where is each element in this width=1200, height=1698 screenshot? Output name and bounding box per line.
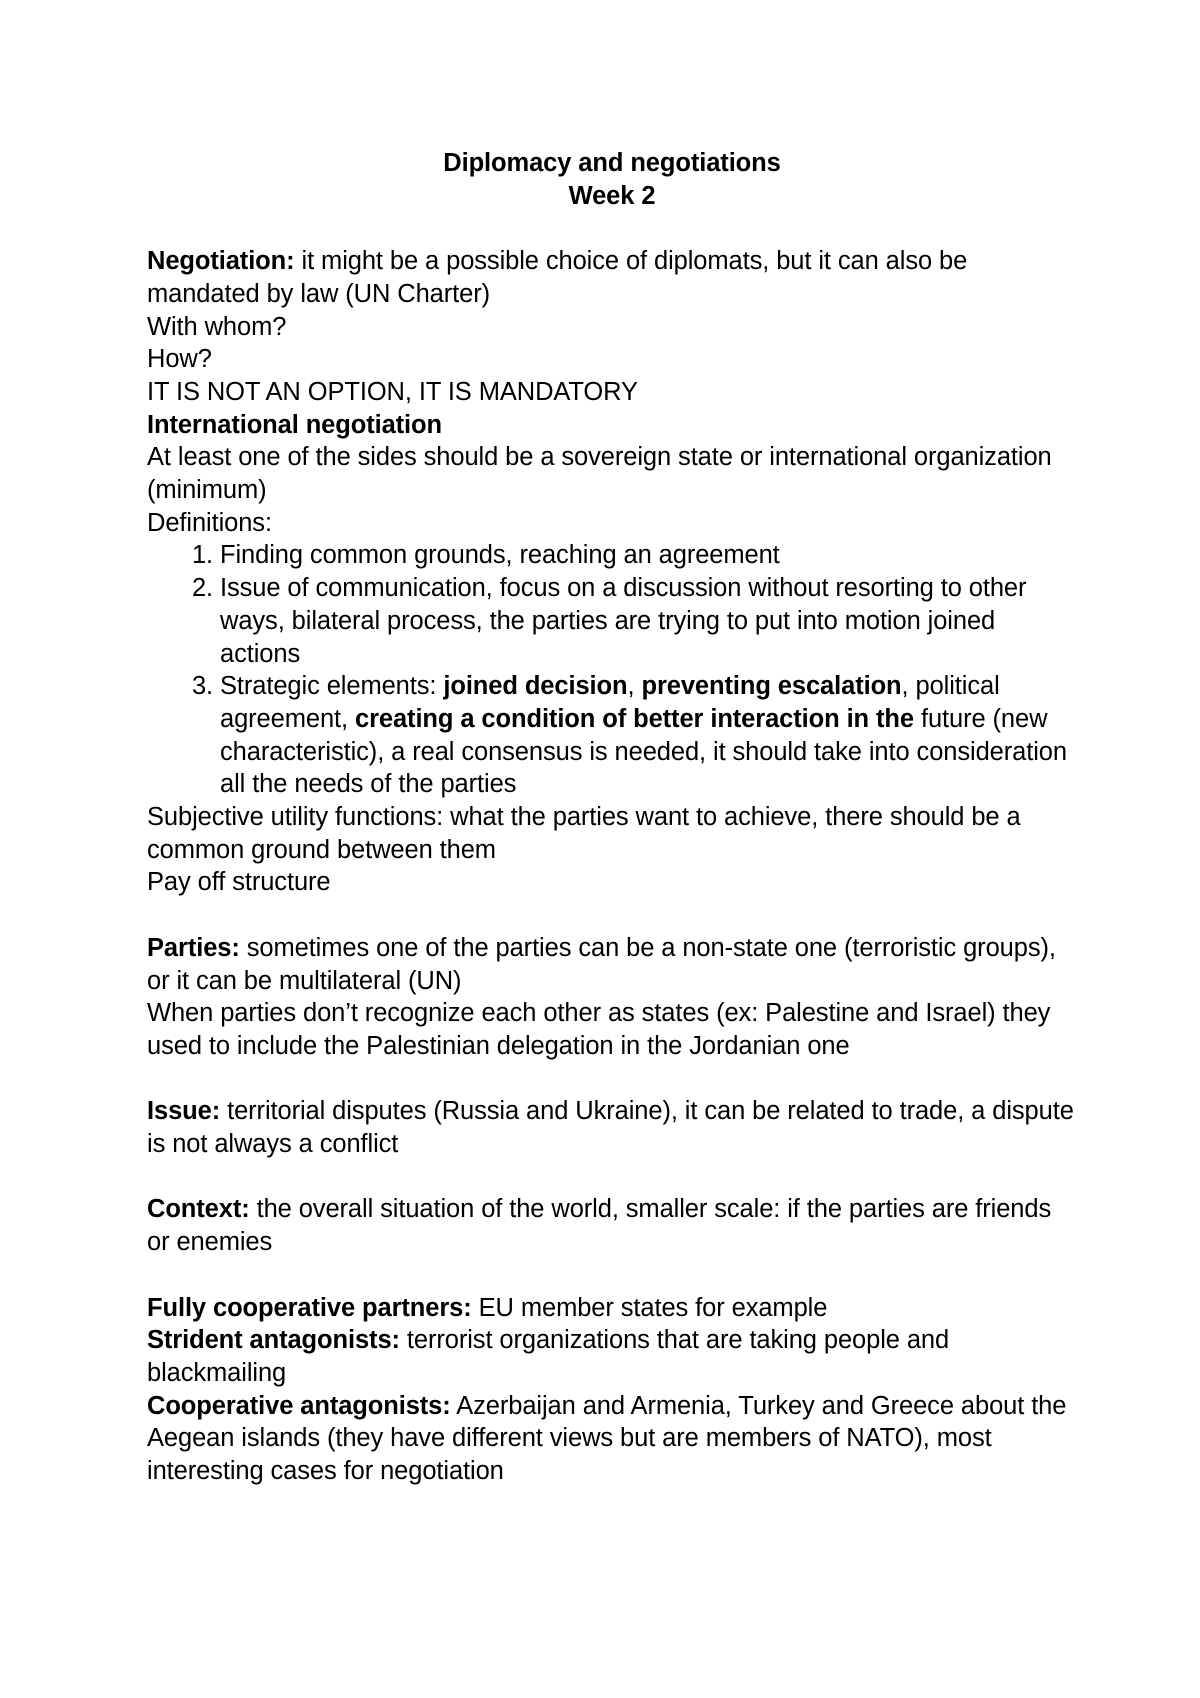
document-subtitle: Week 2: [568, 181, 656, 210]
document-body: [147, 147, 1077, 1488]
issue-paragraph: [147, 1095, 1077, 1160]
document-title: Diplomacy and negotiations: [443, 149, 781, 177]
question-with-whom: With whom?: [147, 312, 287, 341]
definition-item-1: 1. Finding common grounds, reaching an agreement: [220, 539, 1077, 572]
fully-cooperative-label: Fully cooperative partners:: [147, 1293, 472, 1322]
strident-label: Strident antagonists:: [147, 1326, 400, 1355]
utility-paragraph: Subjective utility functions: what the parties want to achieve, there should be a common ground between them: [147, 803, 1021, 864]
international-heading-text: International negotiation: [147, 410, 442, 439]
payoff-line: Pay off structure: [147, 868, 331, 897]
parties-label: Parties:: [147, 933, 240, 962]
def3-bold-3: creating a condition of better interaction in the: [354, 704, 914, 733]
strident-text: terrorist organizations that are taking people and blackmailing: [147, 1326, 950, 1387]
context-label: Context:: [147, 1195, 250, 1224]
cooperative-antagonists-paragraph: [147, 1390, 1077, 1488]
spacer: [147, 212, 1077, 245]
spacer: [147, 1259, 1077, 1292]
mandatory-statement: IT IS NOT AN OPTION, IT IS MANDATORY: [147, 377, 638, 406]
definition-item-3: [220, 670, 1077, 801]
spacer: [147, 1063, 1077, 1096]
context-paragraph: [147, 1193, 1077, 1258]
issue-label: Issue:: [147, 1097, 221, 1126]
spacer: [147, 1161, 1077, 1194]
cooperative-antagonists-text: Azerbaijan and Armenia, Turkey and Greece about the Aegean islands (they have different views but are members of NATO), most interesting cases for negotiation: [147, 1391, 1067, 1486]
definitions-label: Definitions:: [147, 508, 272, 537]
def3-text-1: Strategic elements:: [220, 672, 444, 701]
parties-text: sometimes one of the parties can be a non-state one (terroristic groups), or it can be multilateral (UN): [147, 933, 1056, 995]
strident-paragraph: [147, 1324, 1077, 1389]
def3-bold-1: joined decision: [443, 672, 628, 701]
question-how: How?: [147, 345, 212, 374]
international-text: At least one of the sides should be a sovereign state or international organization (minimum): [147, 443, 1052, 505]
fully-cooperative-text: EU member states for example: [471, 1293, 828, 1322]
parties-paragraph: [147, 932, 1077, 997]
negotiation-label: Negotiation:: [147, 247, 295, 276]
context-text: the overall situation of the world, smaller scale: if the parties are friends or enemies: [147, 1195, 1052, 1257]
fully-cooperative-paragraph: [147, 1292, 1077, 1325]
definition-item-2: 2. Issue of communication, focus on a discussion without resorting to other ways, bilateral process, the parties are trying to put into motion joined actions: [220, 572, 1077, 670]
parties-recognition-paragraph: When parties don’t recognize each other as states (ex: Palestine and Israel) they used to include the Palestinian delegation in the Jordanian one: [147, 999, 1051, 1060]
international-heading: [147, 409, 1077, 442]
definitions-list: [147, 539, 1077, 801]
def3-text-3: , political agreement,: [220, 672, 1000, 733]
def3-bold-2: preventing escalation: [641, 672, 902, 701]
cooperative-antagonists-label: Cooperative antagonists:: [147, 1391, 451, 1420]
negotiation-paragraph: [147, 245, 1077, 310]
spacer: [147, 899, 1077, 932]
issue-text: territorial disputes (Russia and Ukraine), it can be related to trade, a dispute is not always a conflict: [147, 1097, 1074, 1159]
def3-text-2: ,: [627, 672, 642, 701]
negotiation-text: it might be a possible choice of diplomats, but it can also be mandated by law (UN Charter): [147, 247, 968, 308]
def3-text-4: future (new characteristic), a real consensus is needed, it should take into consideration all the needs of the parties: [220, 704, 1067, 799]
